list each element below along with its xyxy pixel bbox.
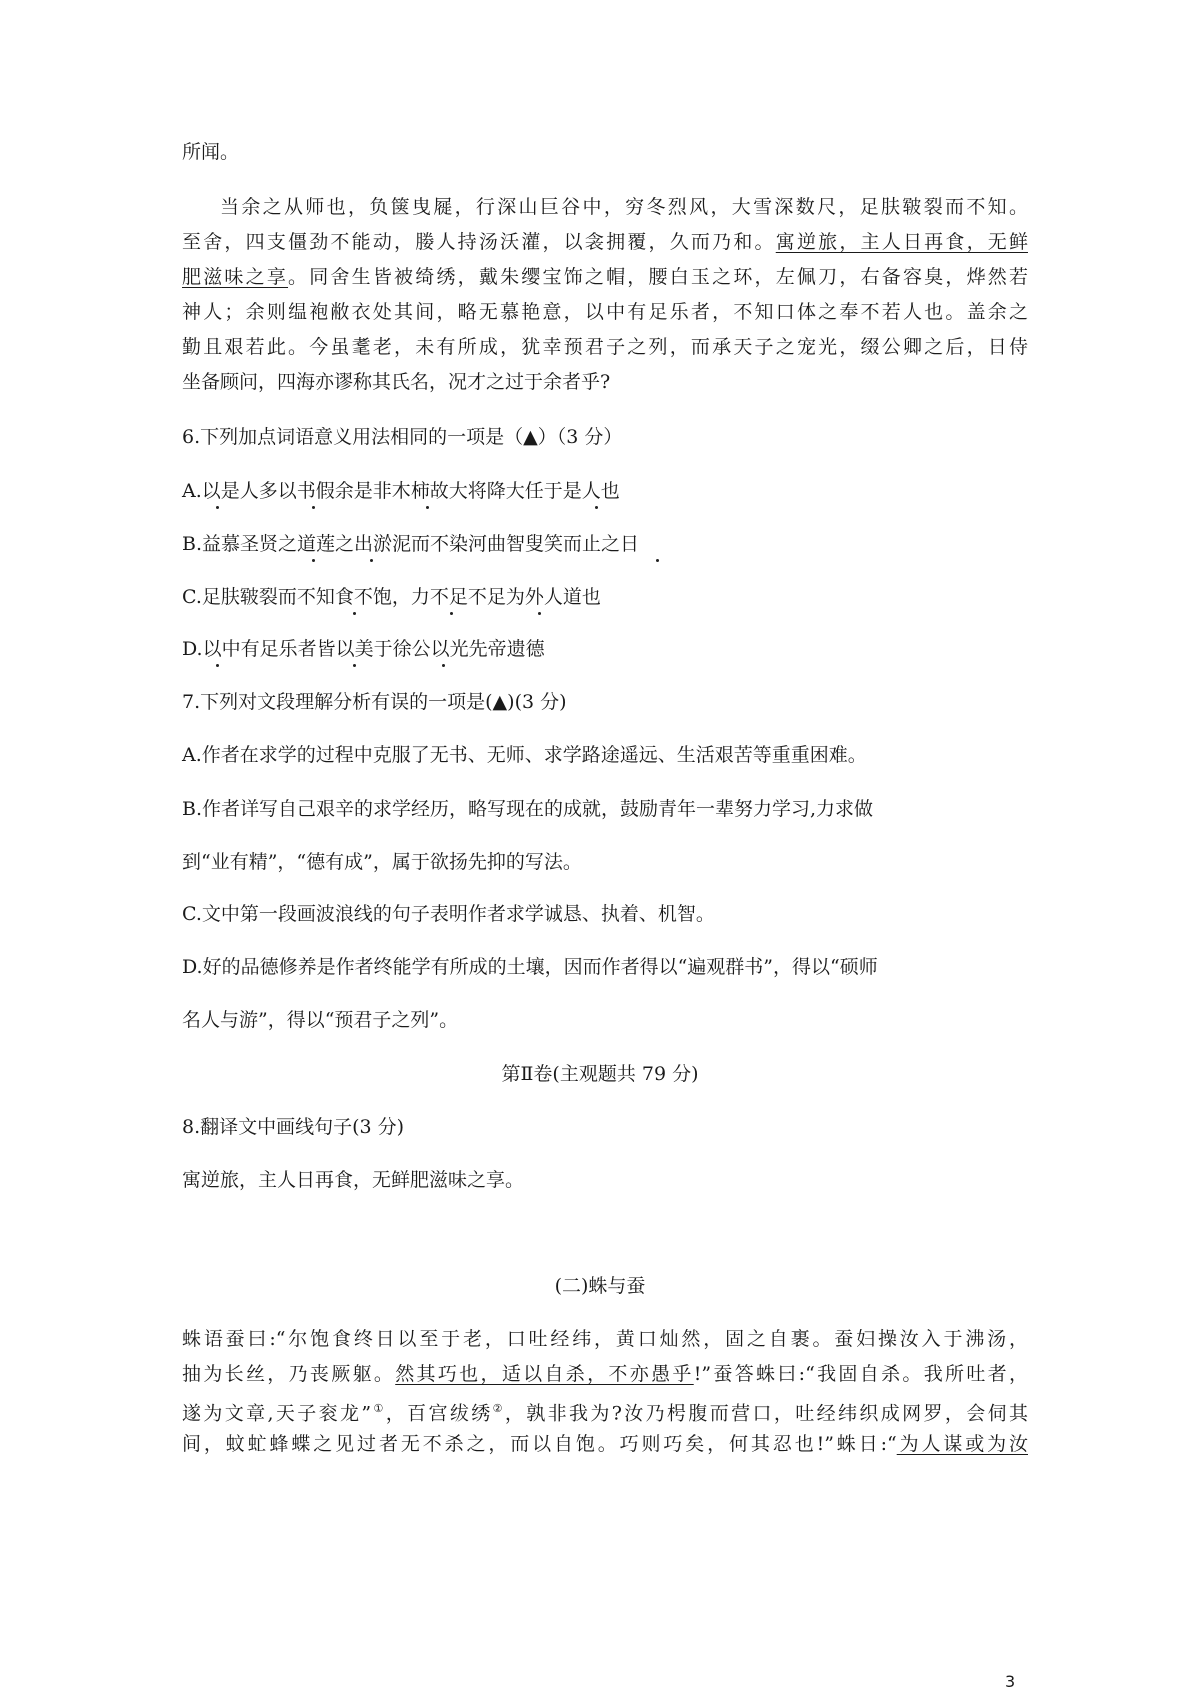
passage-line: 蛛语蚕曰:“尔饱食终日以至于老，口吐经纬，黄口灿然，固之自裹。蚕妇操汝入于沸汤，: [182, 1328, 1028, 1350]
q6-option-b: B.益慕圣贤之道莲之出淤泥而不染河曲智叟笑而止之日: [182, 533, 640, 555]
passage-line: 至舍，四支僵劲不能动，媵人持汤沃灌，以衾拥覆，久而乃和。寓逆旅，主人日再食，无鲜: [182, 231, 1028, 253]
emphasis-dot: [312, 559, 315, 562]
question-8-stem: 8.翻译文中画线句子(3 分): [182, 1116, 405, 1138]
question-7-stem: 7.下列对文段理解分析有误的一项是(▲)(3 分): [182, 691, 567, 713]
underlined-sentence: 然其巧也，适以自杀，不亦愚乎: [395, 1363, 694, 1385]
emphasis-dot: [312, 506, 315, 509]
passage-line: 坐备顾问，四海亦谬称其氏名，况才之过于余者乎?: [182, 371, 611, 393]
emphasis-dot: [595, 506, 598, 509]
footnote-marker: ①: [371, 1402, 386, 1415]
footnote-marker: ②: [492, 1402, 505, 1415]
underlined-sentence: 肥滋味之享: [182, 266, 289, 288]
emphasis-dot: [353, 612, 356, 615]
section-title: 第Ⅱ卷(主观题共 79 分): [501, 1063, 699, 1085]
underlined-sentence: 寓逆旅，主人日再食，无鲜: [775, 231, 1028, 253]
passage-line: 神人；余则缊袍敝衣处其间，略无慕艳意，以中有足乐者，不知口体之奉不若人也。盖余之: [182, 301, 1028, 323]
passage-title: (二)蛛与蚕: [554, 1275, 646, 1297]
passage-line: 抽为长丝，乃丧厥躯。然其巧也，适以自杀，不亦愚乎!”蚕答蛛曰:“我固自杀。我所吐者，: [182, 1363, 1028, 1385]
emphasis-dot: [442, 664, 445, 667]
emphasis-dot: [426, 506, 429, 509]
emphasis-dot: [370, 559, 373, 562]
page-number: 3: [1005, 1672, 1016, 1691]
emphasis-dot: [216, 664, 219, 667]
underlined-sentence: 为人谋或为汝: [896, 1433, 1028, 1455]
emphasis-dot: [450, 612, 453, 615]
q7-option-line: 到“业有精”，“德有成”，属于欲扬先抑的写法。: [182, 851, 582, 873]
question-6-stem: 6.下列加点词语意义用法相同的一项是（▲）（3 分）: [182, 426, 623, 448]
emphasis-dot: [216, 506, 219, 509]
passage-line: 勤且艰若此。今虽耄老，未有所成，犹幸预君子之列，而承天子之宠光，缀公卿之后，日侍: [182, 336, 1028, 358]
passage-line: 肥滋味之享。同舍生皆被绮绣，戴朱缨宝饰之帽，腰白玉之环，左佩刀，右备容臭，烨然若: [182, 266, 1028, 288]
emphasis-dot: [538, 612, 541, 615]
q7-option-line: C.文中第一段画波浪线的句子表明作者求学诚恳、执着、机智。: [182, 903, 715, 925]
q6-option-a: A.以是人多以书假余是非木柿故大将降大任于是人也: [182, 480, 620, 502]
q7-option-line: D.好的品德修养是作者终能学有所成的土壤，因而作者得以“遍观群书”，得以“硕师: [182, 956, 878, 978]
passage-line: 遂为文章,天子衮龙”①，百宫绂绣②，孰非我为?汝乃枵腹而营口，吐经纬织成网罗，会伺其: [182, 1402, 1028, 1425]
q7-option-line: B.作者详写自己艰辛的求学经历，略写现在的成就，鼓励青年一辈努力学习,力求做: [182, 798, 874, 820]
passage-line: 间，蚊虻蜂蝶之见过者无不杀之，而以自饱。巧则巧矣，何其忍也!”蛛日:“为人谋或为汝: [182, 1433, 1028, 1455]
q6-option-d: D.以中有足乐者皆以美于徐公以光先帝遗德: [182, 638, 545, 660]
emphasis-dot: [656, 559, 659, 562]
translation-sentence: 寓逆旅，主人日再食，无鲜肥滋味之享。: [182, 1169, 525, 1191]
q6-option-c: C.足肤皲裂而不知食不饱，力不足不足为外人道也: [182, 586, 601, 608]
passage-line: 当余之从师也，负箧曳屣，行深山巨谷中，穷冬烈风，大雪深数尺，足肤皲裂而不知。: [220, 196, 1028, 218]
passage-fragment: 所闻。: [182, 141, 240, 163]
emphasis-dot: [353, 664, 356, 667]
q7-option-line: 名人与游”，得以“预君子之列”。: [182, 1009, 459, 1031]
q7-option-line: A.作者在求学的过程中克服了无书、无师、求学路途遥远、生活艰苦等重重困难。: [182, 744, 867, 766]
